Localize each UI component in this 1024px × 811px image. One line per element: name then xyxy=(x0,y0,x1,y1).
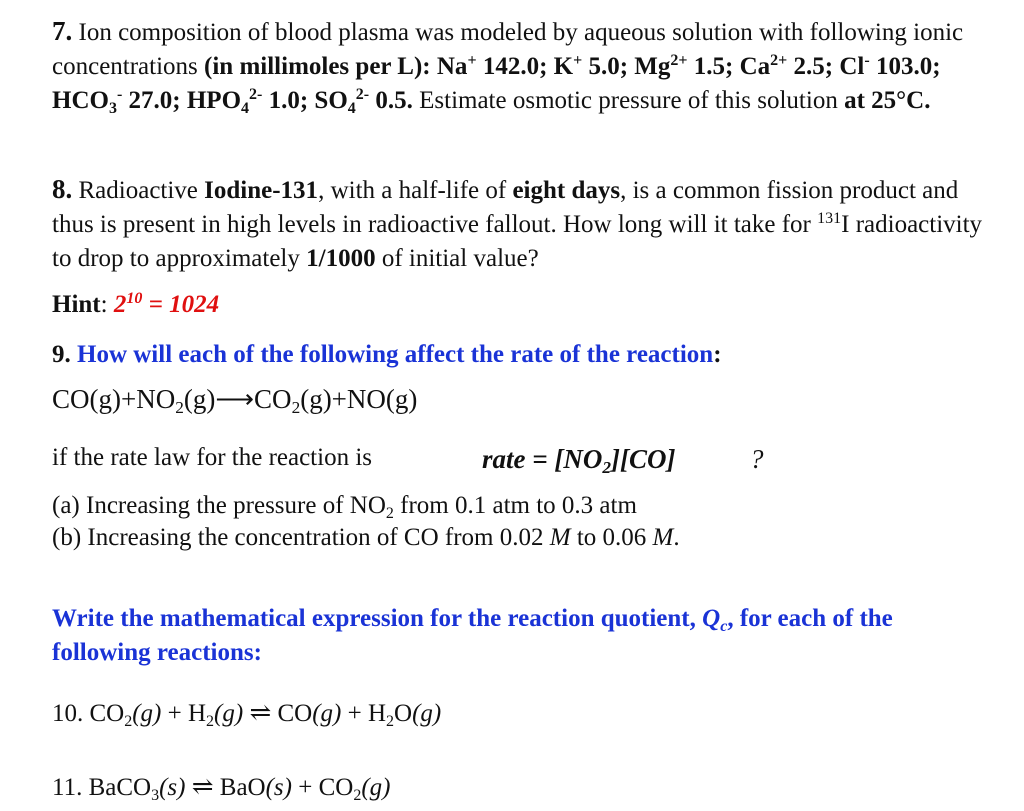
question-number: 10. xyxy=(52,700,84,727)
question-number: 8. xyxy=(52,174,73,204)
q9-heading: How will each of the following affect the rate of the reaction xyxy=(77,341,714,368)
q7-temperature: at 25°C. xyxy=(844,87,931,114)
question-number: 7. xyxy=(52,16,73,46)
question-9-title: 9. How will each of the following affect the rate of the reaction: xyxy=(52,341,722,368)
fraction-value: 1/1000 xyxy=(306,245,376,272)
mass-number: 131 xyxy=(817,210,842,228)
question-mark: ? xyxy=(750,444,764,474)
equilibrium-arrow: ⇌ xyxy=(191,772,214,801)
question-11: 11. BaCO$_3$(s) ⇌ $BaO(s) + CO_2(g)$ xyxy=(52,772,391,804)
q7-text-1: Ion composition of blood plasma was modeled by aqueous solution with following ionic concentrations xyxy=(52,19,964,80)
hint-formula: $2^{10} = 1024$ xyxy=(113,290,220,318)
rate-law-text: if the rate law for the reaction is xyxy=(52,444,372,471)
iodine-label: Iodine-131 xyxy=(204,177,319,204)
question-7 xyxy=(52,14,984,118)
rate-law-row xyxy=(52,444,1024,478)
equilibrium-arrow: ⇌ xyxy=(249,698,272,727)
hint-label: Hint xyxy=(52,291,101,318)
option-a: (a) Increasing the pressure of $NO_2$ from 0.1 atm to 0.3 atm xyxy=(52,492,637,522)
option-b: (b) Increasing the concentration of CO from 0.02 M to 0.06 M. xyxy=(52,524,680,551)
question-number: 11. xyxy=(52,774,83,801)
q7-units: (in millimoles per L): Na+ 142.0; K+ 5.0; $Mg^{2+}$ 1.5; $Ca^{2+}$ 2.5; Cl- 103.0; $HCO_3^-$ 27.0; $HPO_4^{2-}$ 1.0; $SO_4^{2-}$ 0.5. xyxy=(52,52,941,117)
question-10: 10. $CO_2(g) + H_2(g)$ ⇌ $CO(g) + H_2O(g)$ xyxy=(52,698,442,730)
question-number: 9. xyxy=(52,341,71,368)
hint: Hint: $2^{10} = 1024$ xyxy=(52,290,220,318)
reaction-equation: $CO(g)+NO_2(g)⟶CO_2(g)+NO(g)$ xyxy=(52,384,418,418)
q9-options xyxy=(52,490,984,554)
rate-law-expression: rate = $[NO_2][CO]$ xyxy=(482,444,676,478)
qc-heading: Write the mathematical expression for the reaction quotient, $Q_c$, for each of the following reactions: xyxy=(52,605,893,666)
half-life-value: eight days xyxy=(512,177,621,204)
question-8: 8. Radioactive Iodine-131, with a half-life of eight days, is a common fission product and thus is present in high levels in radioactive fallout. How long will it take for $^{131}$I radioactivity to drop to approximately 1/1000 of initial value? xyxy=(52,174,983,272)
q7-text-3: Estimate osmotic pressure of this solution xyxy=(419,87,838,114)
